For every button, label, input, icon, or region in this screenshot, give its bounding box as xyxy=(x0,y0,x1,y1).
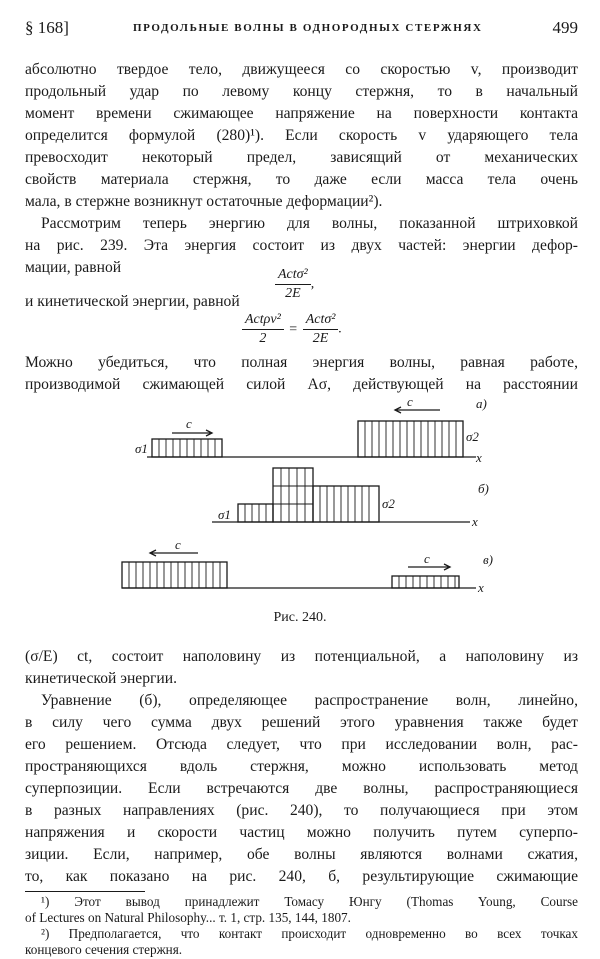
wave-block-a-right xyxy=(358,421,463,457)
formula-trail: , xyxy=(310,276,315,292)
formula-kinetic-energy xyxy=(242,311,342,348)
formula-denominator: 2 xyxy=(259,331,267,346)
hatching-a-left xyxy=(159,439,215,457)
text-line: продольный удар по левому концу стержня, то в начальный xyxy=(25,83,578,100)
text-line: напряжения и скорости частиц можно получить путем суперпо- xyxy=(25,824,578,841)
figure-caption: Рис. 240. xyxy=(273,610,327,625)
text-line: кинетической энергии. xyxy=(25,670,177,687)
text-line: превосходит некоторый предел, зависящий от механических xyxy=(25,149,578,166)
text-line: суперпозиции. Если встречаются две волны, распространяющиеся xyxy=(25,780,578,797)
hatching-a-right xyxy=(365,421,456,457)
wave-block-b-overlap xyxy=(273,468,313,522)
text-line: на рис. 239. Эта энергия состоит из двух частей: энергии дефор- xyxy=(25,237,578,254)
text-line: пространяющихся вдоль стержня, можно использовать метод xyxy=(25,758,578,775)
footnote-line: ²) Предполагается, что контакт происходит одновременно во всех точках xyxy=(41,926,578,941)
formula-equals: = xyxy=(289,321,298,337)
label-velocity: c xyxy=(186,416,192,431)
figure-240 xyxy=(0,395,600,607)
text-line: то, как показано на рис. 240, б, результирующие сжимающие xyxy=(25,868,578,885)
text-line: (σ/E) ct, состоит наполовину из потенциальной, а наполовину из xyxy=(25,648,578,665)
footnote-rule xyxy=(25,891,145,892)
label-panel-tag: а) xyxy=(476,396,487,411)
formula-numerator: Actρv² xyxy=(242,311,284,330)
text-line: Уравнение (б), определяющее распространение волн, линейно, xyxy=(41,692,578,709)
hatching-c-left xyxy=(129,562,220,588)
formula-denominator: 2E xyxy=(285,286,301,301)
text-line: Можно убедиться, что полная энергия волны, равная работе, xyxy=(25,354,578,371)
text-line: и кинетической энергии, равной xyxy=(25,293,240,310)
label-stress: σ1 xyxy=(135,441,148,456)
text-line: зиции. Если, например, обе волны являются волнами сжатия, xyxy=(25,846,578,863)
text-line: момент времени сжимающее напряжение на поверхности контакта xyxy=(25,105,578,122)
page-header xyxy=(25,18,578,42)
text-line: абсолютно твердое тело, движущееся со скоростью v, производит xyxy=(25,61,578,78)
text-line: Рассмотрим теперь энергию для волны, показанной штриховкой xyxy=(41,215,578,232)
hatching-c-right xyxy=(399,576,455,588)
text-line: в силу чего сумма двух решений этого уравнения также будет xyxy=(25,714,578,731)
running-title: ПРОДОЛЬНЫЕ ВОЛНЫ В ОДНОРОДНЫХ СТЕРЖНЯХ xyxy=(133,22,483,34)
text-line: мала, в стержне возникнут остаточные деформации²). xyxy=(25,193,383,210)
text-line: мации, равной xyxy=(25,259,122,276)
formula-numerator: Actσ² xyxy=(303,311,339,330)
label-stress: σ1 xyxy=(218,507,231,522)
wave-block-c-right xyxy=(392,576,459,588)
section-number: § 168] xyxy=(25,18,69,37)
wave-block-b-left xyxy=(238,504,273,522)
label-velocity: c xyxy=(407,395,413,409)
page-number: 499 xyxy=(552,18,578,37)
footnote-line: ¹) Этот вывод принадлежит Томасу Юнгу (Thomas Young, Course xyxy=(41,894,578,909)
formula-trail: . xyxy=(338,321,342,337)
footnote-line: of Lectures on Natural Philosophy... т. 1, стр. 135, 144, 1807. xyxy=(25,910,351,925)
text-line: в разных направлениях (рис. 240), то получающиеся при этом xyxy=(25,802,578,819)
wave-block-c-left xyxy=(122,562,227,588)
label-axis: x xyxy=(478,580,484,595)
formula-denominator: 2E xyxy=(312,331,329,346)
label-velocity: c xyxy=(175,537,181,552)
text-line: определится формулой (280)¹). Если скорость v ударяющего тела xyxy=(25,127,578,144)
text-line: его решением. Отсюда следует, что при исследовании волн, рас- xyxy=(25,736,578,753)
label-panel-tag: б) xyxy=(478,481,489,496)
label-axis: x xyxy=(476,450,482,465)
label-panel-tag: в) xyxy=(483,552,493,567)
label-stress: σ2 xyxy=(466,429,479,444)
text-line: производимой сжимающей силой Aσ, действующей на расстоянии xyxy=(25,376,578,393)
label-stress: σ2 xyxy=(382,496,395,511)
text-line: свойств материала стержня, то даже если масса тела очень xyxy=(25,171,578,188)
hatching-b xyxy=(245,468,369,522)
formula-numerator: Actσ² xyxy=(275,266,311,285)
footnote-line: концевого сечения стержня. xyxy=(25,942,183,957)
label-velocity: c xyxy=(424,551,430,566)
label-axis: x xyxy=(472,514,478,529)
